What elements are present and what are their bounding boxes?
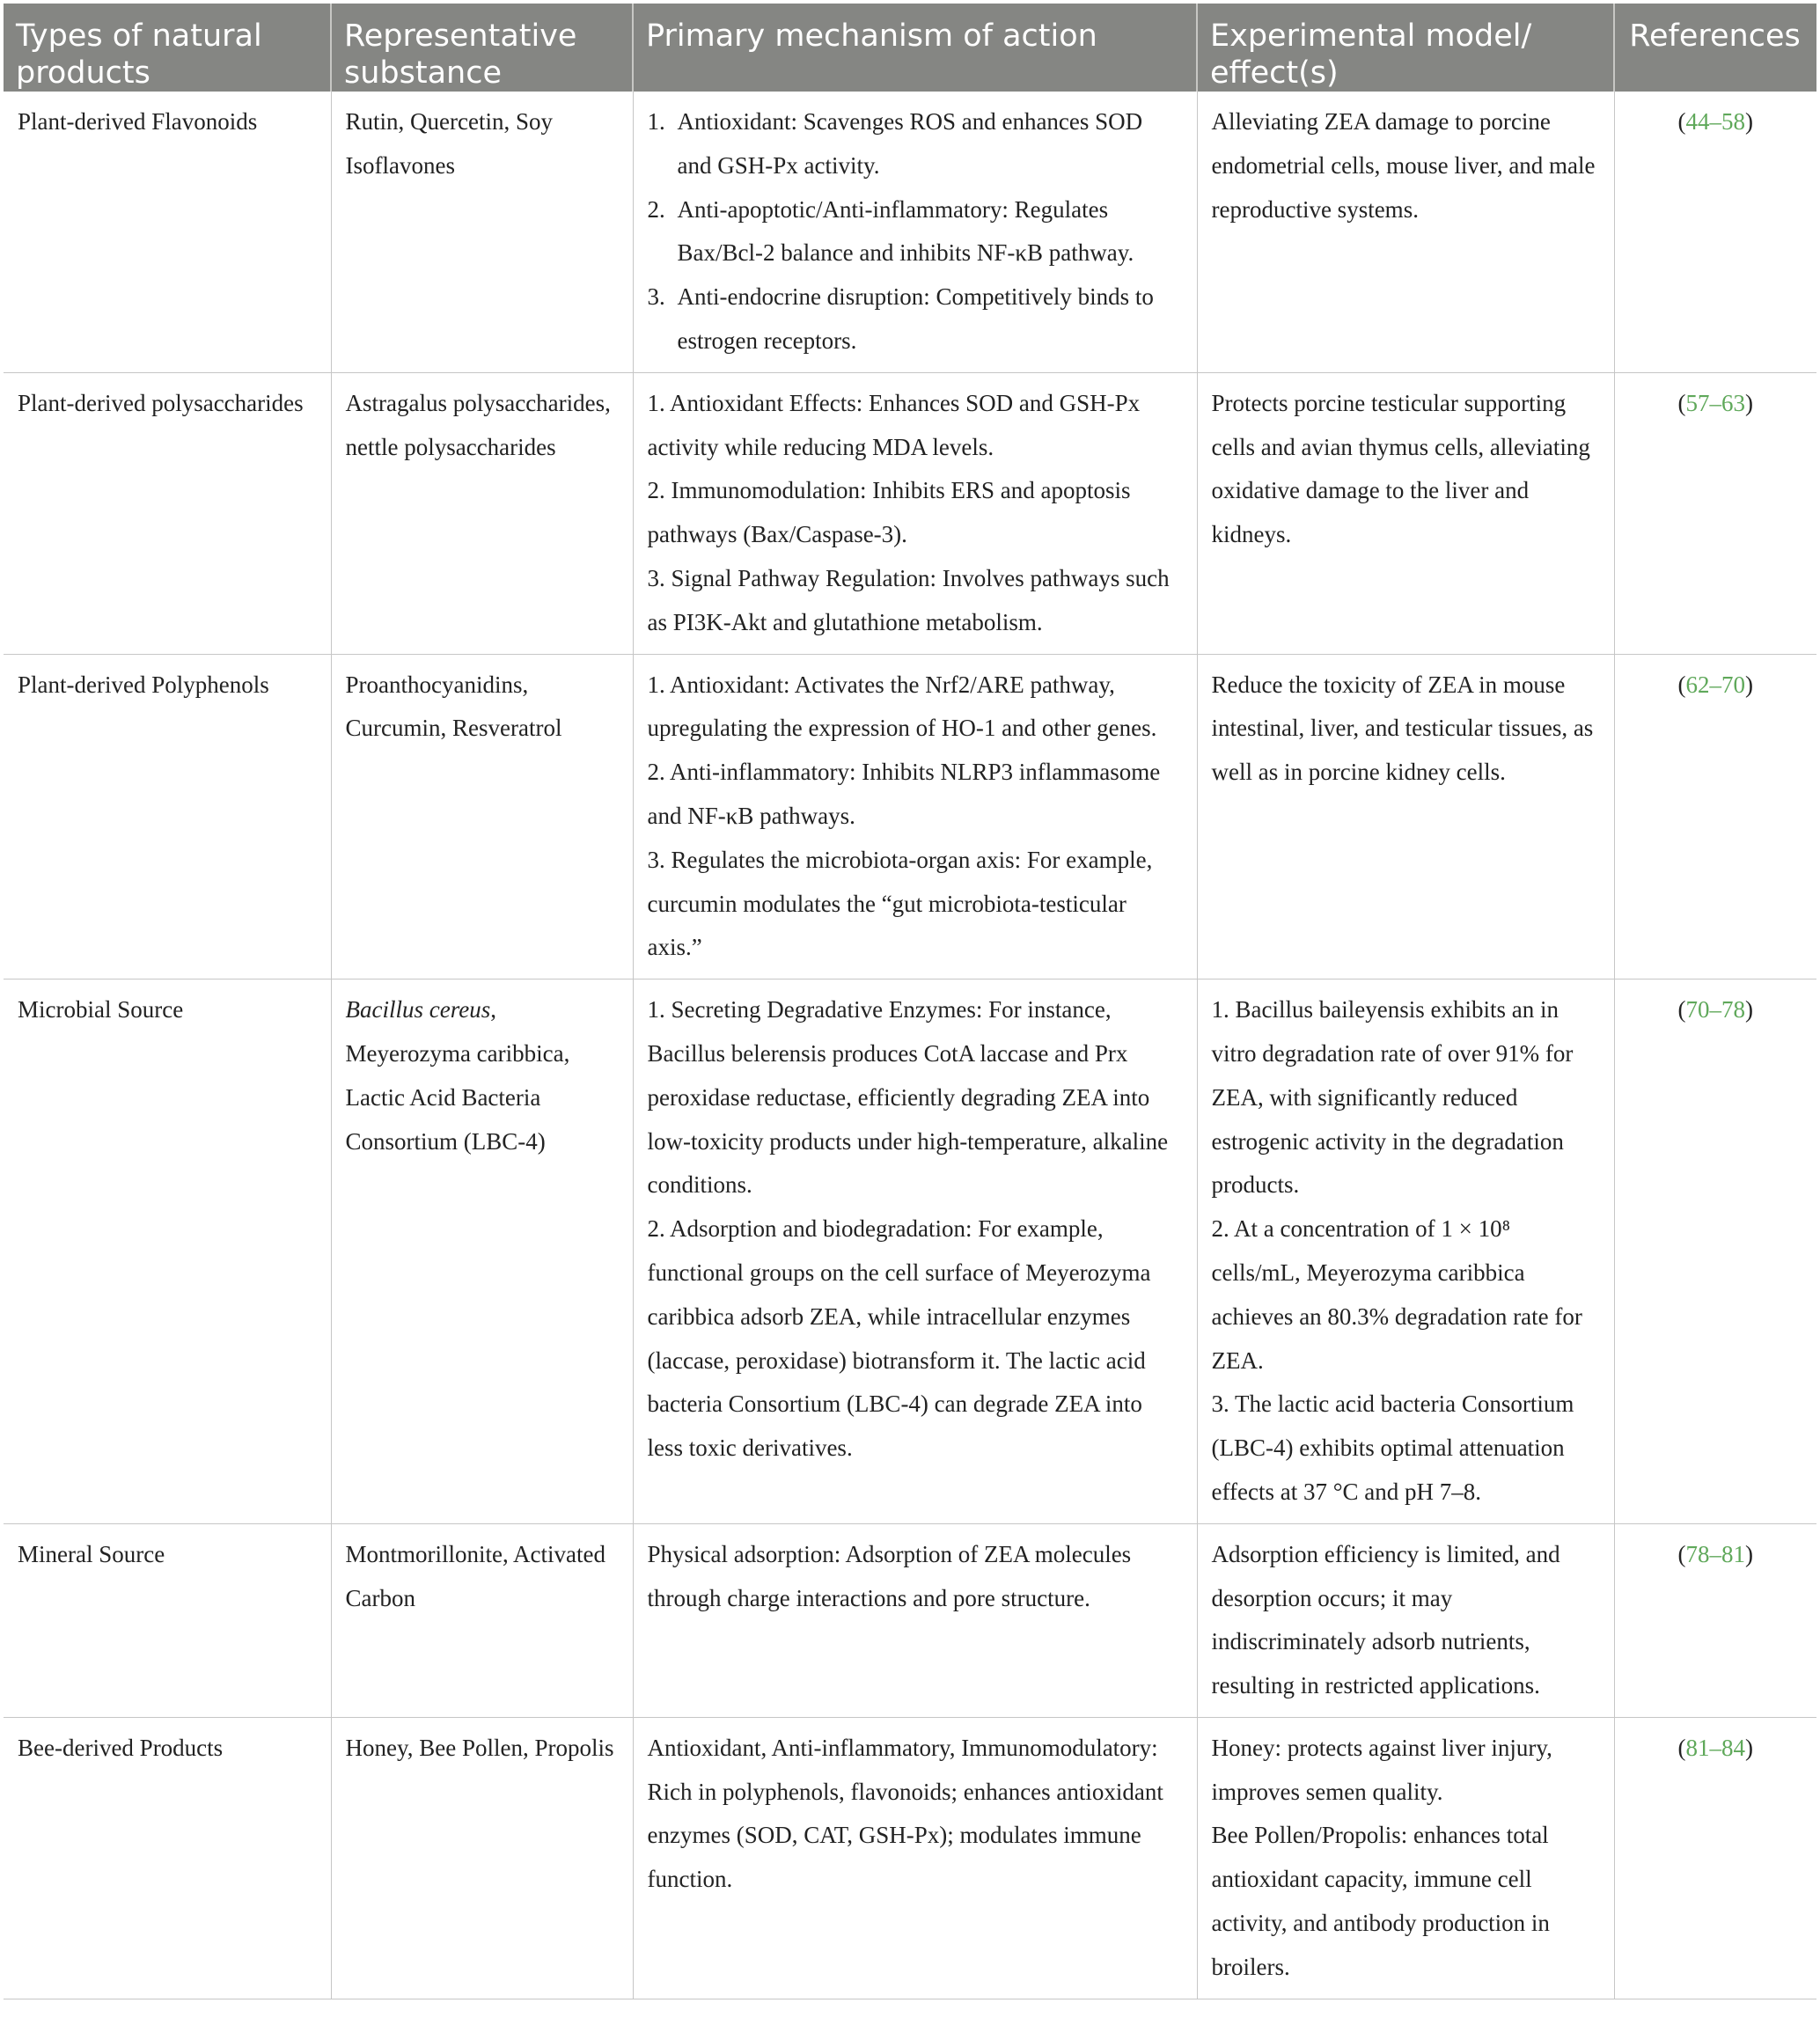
cell-mechanism [633,1717,1197,1999]
effect-item: 3. The lactic acid bacteria Consortium (LBC-4) exhibits optimal attenuation effects at 37 °C and pH 7–8. [1211,1390,1574,1505]
mechanism-item-number: 2. [647,195,665,223]
cell-effects [1197,92,1614,372]
cell-mechanism [633,1523,1197,1717]
cell-references: (44–58) [1614,92,1816,372]
cell-effects [1197,1523,1614,1717]
reference-start-link[interactable]: 70 [1685,996,1710,1024]
effect-item: Alleviating ZEA damage to porcine endometrial cells, mouse liver, and male reproductive systems. [1211,108,1596,223]
mechanism-item-number: 3. [647,283,665,311]
reference-range-dash: – [1709,996,1721,1024]
table-row [4,372,1816,654]
cell-references: (81–84) [1614,1717,1816,1999]
mechanism-item: 2. Anti-inflammatory: Inhibits NLRP3 inflammasome and NF-κB pathways. [647,759,1161,829]
reference-end-link[interactable]: 81 [1721,1540,1745,1567]
mechanism-item: Antioxidant, Anti-inflammatory, Immunomodulatory: Rich in polyphenols, flavonoids; enhances antioxidant enzymes (SOD, CAT, GSH-Px); modulates immune function. [647,1734,1163,1893]
mechanism-item: 2. Immunomodulation: Inhibits ERS and apoptosis pathways (Bax/Caspase-3). [647,477,1131,548]
cell-effects [1197,654,1614,979]
substance-italic-name: Bacillus cereus [345,996,491,1024]
natural-products-table [4,4,1816,1999]
effect-item: 2. At a concentration of 1 × 10⁸ cells/mL, Meyerozyma caribbica achieves an 80.3% degradation rate for ZEA. [1211,1215,1582,1374]
mechanism-item-text: Anti-endocrine disruption: Competitively binds to estrogen receptors. [677,283,1154,354]
reference-start-link[interactable]: 57 [1685,389,1710,416]
cell-references: (57–63) [1614,372,1816,654]
effect-item: Reduce the toxicity of ZEA in mouse intestinal, liver, and testicular tissues, as well as in porcine kidney cells. [1211,671,1594,786]
cell-substance [331,654,633,979]
table-row [4,979,1816,1524]
mechanism-item: 3. Signal Pathway Regulation: Involves pathways such as PI3K-Akt and glutathione metabolism. [647,564,1170,635]
substance-text: Honey, Bee Pollen, Propolis [345,1734,614,1761]
cell-references: (70–78) [1614,979,1816,1524]
reference-range-dash: – [1709,1540,1721,1567]
table-row [4,1717,1816,1999]
reference-start-link[interactable]: 81 [1685,1734,1710,1761]
reference-end-link[interactable]: 78 [1721,996,1745,1024]
reference-end-link[interactable]: 58 [1721,108,1745,135]
table-row [4,1523,1816,1717]
cell-substance [331,979,633,1524]
reference-start-link[interactable]: 78 [1685,1540,1710,1567]
cell-mechanism [633,372,1197,654]
mechanism-item-text: Antioxidant: Scavenges ROS and enhances SOD and GSH-Px activity. [677,108,1143,179]
effect-item: Bee Pollen/Propolis: enhances total antioxidant capacity, immune cell activity, and antibody production in broilers. [1211,1822,1550,1980]
table-row [4,654,1816,979]
cell-mechanism [633,979,1197,1524]
cell-type: Plant-derived polysaccharides [4,372,331,654]
substance-text: Montmorillonite, Activated Carbon [345,1540,605,1611]
substance-text: Rutin, Quercetin, Soy Isoflavones [345,108,553,179]
mechanism-item: 1. Secreting Degradative Enzymes: For instance, Bacillus belerensis produces CotA laccase and Prx peroxidase reductase, efficiently degrading ZEA into low-toxicity products under high-temperature, alkaline conditions. [647,996,1169,1199]
substance-text: Astragalus polysaccharides, nettle polysaccharides [345,389,611,460]
table-row [4,92,1816,372]
cell-type: Plant-derived Polyphenols [4,654,331,979]
cell-references: (78–81) [1614,1523,1816,1717]
mechanism-item-number: 1. [647,108,665,135]
cell-effects [1197,979,1614,1524]
reference-start-link[interactable]: 44 [1685,108,1710,135]
header-effects: Experimental model/ effect(s) [1197,4,1614,92]
effect-item: Adsorption efficiency is limited, and desorption occurs; it may indiscriminately adsorb nutrients, resulting in restricted applications. [1211,1540,1560,1699]
cell-substance [331,92,633,372]
mechanism-item: 1. Antioxidant: Activates the Nrf2/ARE pathway, upregulating the expression of HO-1 and other genes. [647,671,1157,742]
cell-substance [331,1523,633,1717]
cell-effects [1197,1717,1614,1999]
reference-end-link[interactable]: 84 [1721,1734,1745,1761]
cell-substance [331,372,633,654]
effect-item: 1. Bacillus baileyensis exhibits an in vitro degradation rate of over 91% for ZEA, with significantly reduced estrogenic activity in the degradation products. [1211,996,1574,1199]
header-row [4,4,1816,92]
mechanism-item: Physical adsorption: Adsorption of ZEA molecules through charge interactions and pore structure. [647,1540,1132,1611]
cell-type: Bee-derived Products [4,1717,331,1999]
reference-range-dash: – [1709,389,1721,416]
effect-item: Protects porcine testicular supporting cells and avian thymus cells, alleviating oxidative damage to the liver and kidneys. [1211,389,1590,548]
mechanism-item [648,100,1183,188]
cell-mechanism [633,654,1197,979]
header-mechanism: Primary mechanism of action [633,4,1197,92]
reference-range-dash: – [1709,671,1721,698]
header-substance: Representative substance [331,4,633,92]
reference-start-link[interactable]: 62 [1685,671,1710,698]
substance-text: , Meyerozyma caribbica, Lactic Acid Bacteria Consortium (LBC-4) [345,996,570,1155]
cell-type: Microbial Source [4,979,331,1524]
cell-type: Mineral Source [4,1523,331,1717]
cell-type: Plant-derived Flavonoids [4,92,331,372]
reference-range-dash: – [1709,1734,1721,1761]
reference-range-dash: – [1709,108,1721,135]
cell-effects [1197,372,1614,654]
cell-references: (62–70) [1614,654,1816,979]
effect-item: Honey: protects against liver injury, improves semen quality. [1211,1734,1552,1805]
mechanism-item: 2. Adsorption and biodegradation: For example, functional groups on the cell surface of Meyerozyma caribbica adsorb ZEA, while intracellular enzymes (laccase, peroxidase) biotransform it. The lactic acid bacteria Consortium (LBC-4) can degrade ZEA into less toxic derivatives. [647,1215,1151,1462]
mechanism-item: 3. Regulates the microbiota-organ axis: For example, curcumin modulates the “gut microbiota-testicular axis.” [647,846,1153,961]
mechanism-item [648,188,1183,276]
table-header [4,4,1816,92]
reference-end-link[interactable]: 63 [1721,389,1745,416]
substance-text: Proanthocyanidins, Curcumin, Resveratrol [345,671,562,742]
mechanism-item: 1. Antioxidant Effects: Enhances SOD and GSH-Px activity while reducing MDA levels. [647,389,1141,460]
table-body [4,92,1816,1999]
header-type: Types of natural products [4,4,331,92]
cell-mechanism [633,92,1197,372]
cell-substance [331,1717,633,1999]
mechanism-item [648,275,1183,363]
reference-end-link[interactable]: 70 [1721,671,1745,698]
mechanism-list [648,100,1183,363]
mechanism-item-text: Anti-apoptotic/Anti-inflammatory: Regulates Bax/Bcl-2 balance and inhibits NF-κB pathway. [677,195,1134,267]
header-references: References [1614,4,1816,92]
